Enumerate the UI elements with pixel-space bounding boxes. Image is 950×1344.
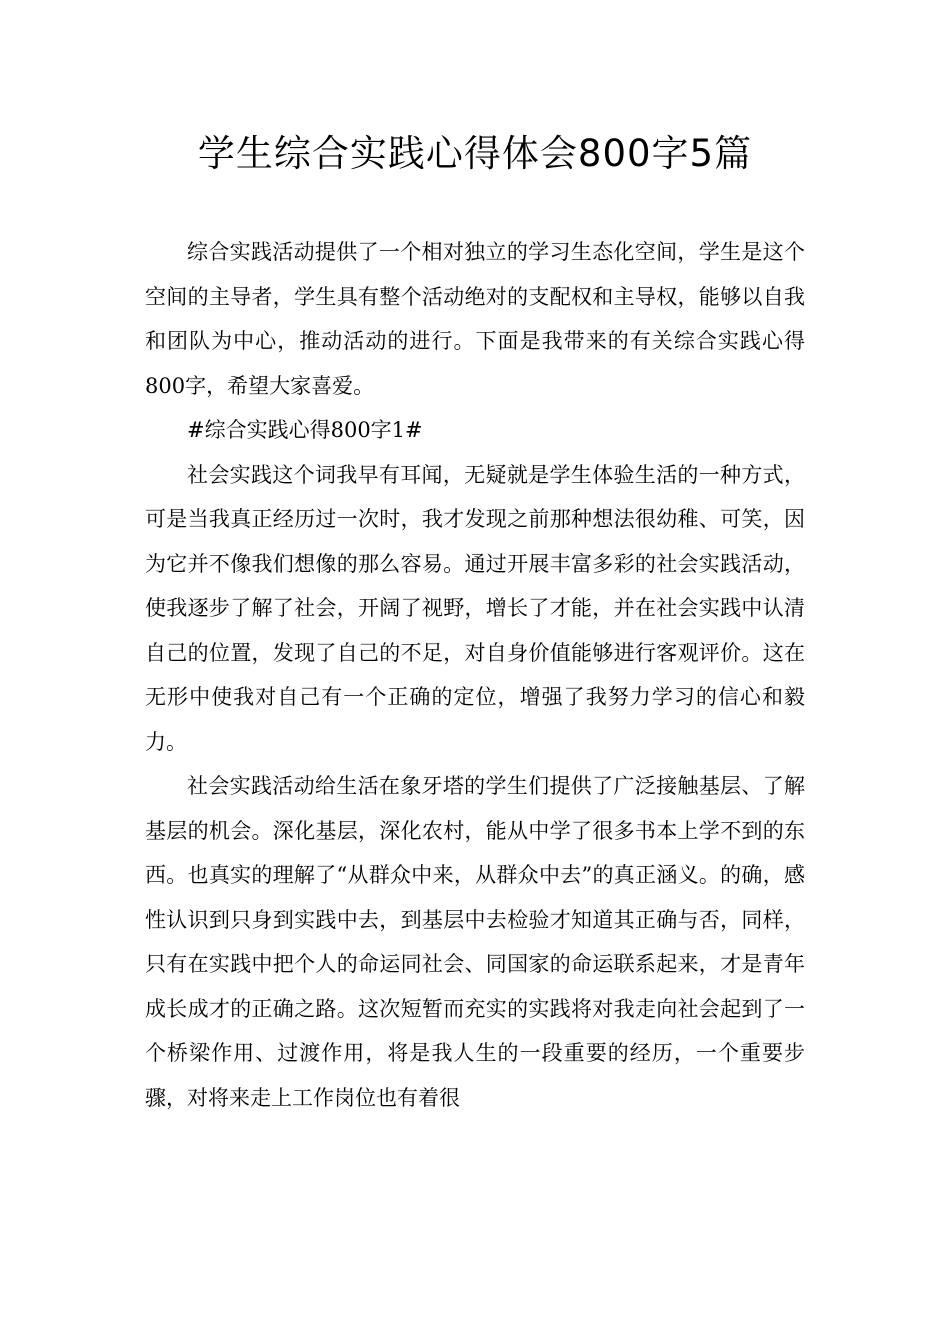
intro-paragraph: 综合实践活动提供了一个相对独立的学习生态化空间，学生是这个空间的主导者，学生具有整个活动绝对的支配权和主导权，能够以自我和团队为中心，推动活动的进行。下面是我带来的有关综合实践心得800字，希望大家喜爱。 (145, 240, 805, 398)
section-heading: #综合实践心得800字1# (187, 418, 423, 442)
body-paragraph: 社会实践这个词我早有耳闻，无疑就是学生体验生活的一种方式，可是当我真正经历过一次时，我才发现之前那种想法很幼稚、可笑，因为它并不像我们想像的那么容易。通过开展丰富多彩的社会实践活动，使我逐步了解了社会，开阔了视野，增长了才能，并在社会实践中认清自己的位置，发现了自己的不足，对自身价值能够进行客观评价。这在无形中使我对自己有一个正确的定位，增强了我努力学习的信心和毅力。 (145, 462, 805, 754)
body-paragraph: 社会实践活动给生活在象牙塔的学生们提供了广泛接触基层、了解基层的机会。深化基层，深化农村，能从中学了很多书本上学不到的东西。也真实的理解了“从群众中来，从群众中去”的真正涵义。的确，感性认识到只身到实践中去，到基层中去检验才知道其正确与否，同样，只有在实践中把个人的命运同社会、同国家的命运联系起来，才是青年成长成才的正确之路。这次短暂而充实的实践将对我走向社会起到了一个桥梁作用、过渡作用，将是我人生的一段重要的经历，一个重要步骤，对将来走上工作岗位也有着很 (145, 774, 805, 1110)
document-title: 学生综合实践心得体会800字5篇 (197, 132, 753, 175)
document-body (145, 230, 805, 1120)
